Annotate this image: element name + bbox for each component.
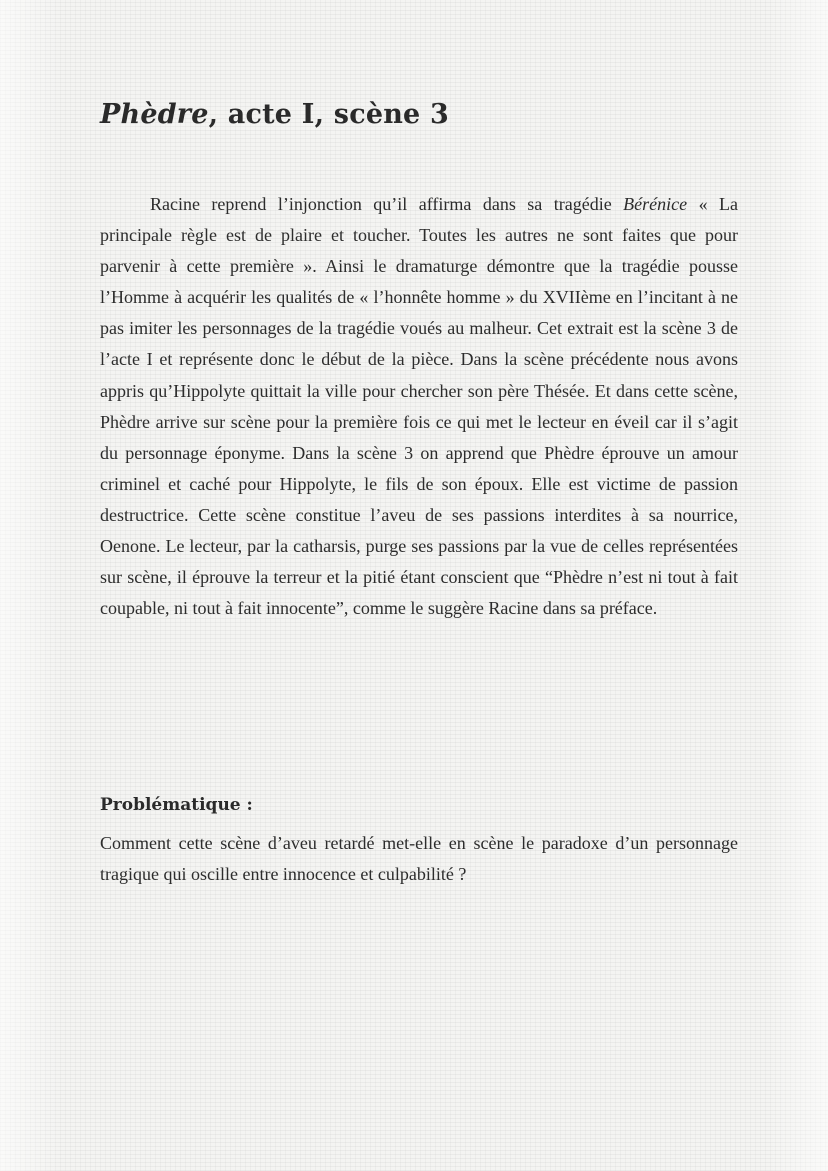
title-act-scene: , acte I, scène 3 bbox=[208, 99, 450, 130]
intro-text-part-2: « La principale règle est de plaire et toucher. Toutes les autres ne sont faites que pour parvenir à cette première ». Ainsi le dramaturge démontre que la tragédie pousse l’Homme à acquérir les qualités de « l’honnête homme » du XVIIème en l’incitant à ne pas imiter les personnages de la tragédie voués au malheur. Cet extrait est la scène 3 de l’acte I et représente donc le début de la pièce. Dans la scène précédente nous avons appris qu’Hippolyte quittait la ville pour chercher son père Thésée. Et dans cette scène, Phèdre arrive sur scène pour la première fois ce qui met le lecteur en éveil car il s’agit du personnage éponyme. Dans la scène 3 on apprend que Phèdre éprouve un amour criminel et caché pour Hippolyte, le fils de son époux. Elle est victime de passion destructrice. Cette scène constitue l’aveu de ses passions interdites à sa nourrice, Oenone. Le lecteur, par la catharsis, purge ses passions par la vue de celles représentées sur scène, il éprouve la terreur et la pitié étant conscient que “Phèdre n’est ni tout à fait coupable, ni tout à fait innocente”, comme le suggère Racine dans sa préface. bbox=[100, 194, 738, 619]
problematique-text: Comment cette scène d’aveu retardé met-elle en scène le paradoxe d’un personnage tragique qui oscille entre innocence et culpabilité ? bbox=[100, 833, 738, 885]
problematique-heading: Problématique : bbox=[100, 795, 253, 815]
title-play-name: Phèdre bbox=[100, 99, 209, 130]
intro-text-berenice: Bérénice bbox=[623, 194, 688, 214]
intro-paragraph bbox=[100, 189, 738, 624]
intro-text-part-1: Racine reprend l’injonction qu’il affirma dans sa tragédie bbox=[150, 194, 624, 214]
document-title bbox=[100, 99, 449, 130]
